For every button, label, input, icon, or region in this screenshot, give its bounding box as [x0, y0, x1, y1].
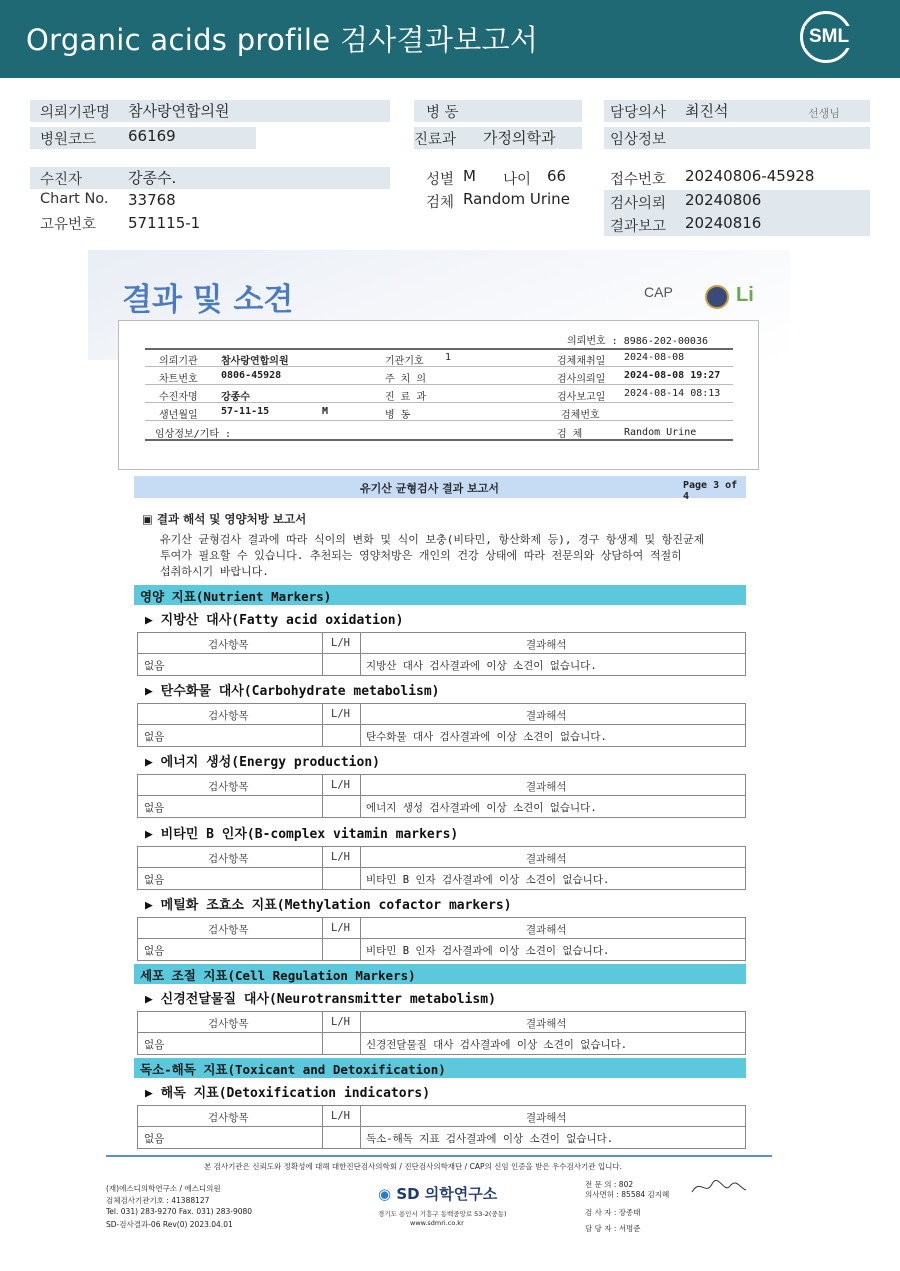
row-item: 없음 — [144, 874, 165, 886]
sex-value: M — [463, 167, 476, 185]
sd-brand-text: SD 의학연구소 — [396, 1185, 498, 1203]
rule — [145, 348, 733, 350]
row-text: 탄수화물 대사 검사결과에 이상 소견이 없습니다. — [366, 731, 607, 743]
row-item: 없음 — [144, 802, 165, 814]
rule — [145, 384, 733, 385]
subsection-title: ▶ 메틸화 조효소 지표(Methylation cofactor markers) — [145, 898, 512, 913]
col-interp: 결과해석 — [526, 781, 567, 793]
col-lh: L/H — [331, 779, 350, 791]
specimen-label: 검체 — [426, 195, 455, 211]
col-item: 검사항목 — [208, 924, 249, 936]
org-value: 참사랑연합의원 — [128, 102, 230, 120]
row-text: 지방산 대사 검사결과에 이상 소견이 없습니다. — [366, 660, 597, 672]
footer-rule — [106, 1155, 772, 1157]
row-item: 없음 — [144, 1133, 165, 1145]
col-line — [360, 1012, 361, 1054]
clinical-label: 임상정보 — [610, 132, 667, 148]
row-text: 독소-해독 지표 검사결과에 이상 소견이 없습니다. — [366, 1133, 614, 1145]
col-lh: L/H — [331, 637, 350, 649]
patient-info-box — [118, 320, 759, 470]
subsection-title: ▶ 에너지 생성(Energy production) — [145, 755, 380, 770]
col-line — [360, 633, 361, 675]
uid-value: 571115-1 — [128, 214, 201, 232]
col-line — [322, 847, 323, 889]
result-table — [137, 774, 746, 818]
report-title: Organic acids profile 검사결과보고서 — [26, 23, 539, 57]
doctor-value: 최진석 — [685, 102, 729, 120]
summary-line: 유기산 균형검사 결과에 따라 식이의 변화 및 식이 보충(비타민, 항산화제 등), 경구 항생제 및 항진균제 — [160, 533, 705, 546]
result-table — [137, 917, 746, 961]
cell: 1 — [445, 352, 452, 363]
col-item: 검사항목 — [208, 1018, 249, 1030]
cell: 검체채취일 — [557, 356, 606, 367]
col-line — [360, 918, 361, 960]
col-interp: 결과해석 — [526, 853, 567, 865]
uid-label: 고유번호 — [40, 217, 97, 233]
col-line — [322, 704, 323, 746]
cell: 참사랑연합의원 — [221, 356, 289, 367]
band-title: 유기산 균형검사 결과 보고서 — [360, 482, 499, 495]
subsection-title: ▶ 해독 지표(Detoxification indicators) — [145, 1086, 431, 1101]
result-table — [137, 632, 746, 676]
cell: 차트번호 — [159, 374, 198, 385]
section-title: 영양 지표(Nutrient Markers) — [140, 589, 332, 604]
col-line — [360, 775, 361, 817]
col-lh: L/H — [331, 1110, 350, 1122]
row-item: 없음 — [144, 1039, 165, 1051]
code-value: 66169 — [128, 127, 176, 145]
col-interp: 결과해석 — [526, 710, 567, 722]
address: 경기도 용인시 기흥구 동백중앙로 53-2(중동) — [378, 1210, 507, 1218]
col-interp: 결과해석 — [526, 924, 567, 936]
footer-line: (재)에스디의학연구소 / 에스디의원 — [106, 1184, 221, 1193]
sml-logo: SML — [805, 26, 853, 48]
cell: 검사보고일 — [557, 392, 606, 403]
cell: 주 치 의 — [385, 374, 427, 385]
report-heading: 결과 및 소견 — [122, 282, 294, 318]
col-line — [322, 633, 323, 675]
section-title: 독소-해독 지표(Toxicant and Detoxification) — [140, 1062, 446, 1077]
summary-line: 섭취하시기 바랍니다. — [160, 565, 269, 578]
sex-mark: M — [322, 406, 329, 417]
row-text: 신경전달물질 대사 검사결과에 이상 소견이 없습니다. — [366, 1039, 628, 1051]
dept-label: 진료과 — [414, 132, 457, 148]
rule — [145, 420, 733, 421]
website: www.sdmri.co.kr — [410, 1219, 464, 1227]
seal-icon — [705, 285, 729, 309]
ward-label: 병 동 — [426, 105, 459, 121]
row-item: 없음 — [144, 731, 165, 743]
row-text: 비타민 B 인자 검사결과에 이상 소견이 없습니다. — [366, 874, 610, 886]
cap-logo: CAP — [644, 284, 673, 300]
footer-line: SD-검사결과-06 Rev(0) 2023.04.01 — [106, 1220, 233, 1229]
chart-label: Chart No. — [40, 191, 109, 207]
cell: 57-11-15 — [221, 406, 270, 417]
section-header — [134, 585, 746, 605]
cell: 검체번호 — [561, 410, 600, 421]
code-label: 병원코드 — [40, 132, 97, 148]
sign-line: 담 당 자 : 서명준 — [585, 1224, 641, 1233]
receipt-label: 접수번호 — [610, 172, 667, 188]
lt-logo: Li — [736, 284, 754, 306]
cell: 2024-08-08 19:27 — [624, 370, 721, 381]
sd-logo-icon: ◉ — [378, 1185, 397, 1203]
age-label: 나이 — [503, 172, 532, 188]
result-table — [137, 1011, 746, 1055]
doctor-label: 담당의사 — [610, 105, 667, 121]
result-value: 20240816 — [685, 214, 762, 232]
cell: 2024-08-14 08:13 — [624, 388, 721, 399]
age-value: 66 — [547, 167, 567, 185]
req-value: 20240806 — [685, 191, 762, 209]
col-interp: 결과해석 — [526, 639, 567, 651]
col-item: 검사항목 — [208, 639, 249, 651]
cell: 의뢰기관 — [159, 356, 198, 367]
result-table — [137, 703, 746, 747]
sign-line: 전 문 의 : 802 — [585, 1180, 634, 1189]
cell: 병 동 — [385, 410, 411, 421]
sign-line: 검 사 자 : 장종태 — [585, 1208, 641, 1217]
summary-title: ▣ 결과 해석 및 영양처방 보고서 — [142, 512, 307, 526]
rule — [145, 439, 733, 441]
col-item: 검사항목 — [208, 710, 249, 722]
page-indicator: Page 3 of 4 — [683, 480, 738, 502]
col-item: 검사항목 — [208, 1112, 249, 1124]
chart-value: 33768 — [128, 191, 176, 209]
row-item: 없음 — [144, 660, 165, 672]
specimen-value: Random Urine — [624, 427, 697, 438]
col-line — [360, 1106, 361, 1148]
footer-line: Tel. 031) 283-9270 Fax. 031) 283-9080 — [106, 1207, 253, 1216]
col-line — [322, 918, 323, 960]
col-interp: 결과해석 — [526, 1112, 567, 1124]
cell: 강종수 — [221, 392, 250, 403]
col-item: 검사항목 — [208, 781, 249, 793]
row-text: 비타민 B 인자 검사결과에 이상 소견이 없습니다. — [366, 945, 610, 957]
cell: 0806-45928 — [221, 370, 282, 381]
sex-label: 성별 — [426, 172, 455, 188]
result-table — [137, 1105, 746, 1149]
subsection-title: ▶ 비타민 B 인자(B-complex vitamin markers) — [145, 827, 459, 842]
col-line — [322, 1106, 323, 1148]
col-line — [322, 775, 323, 817]
row-text: 에너지 생성 검사결과에 이상 소견이 없습니다. — [366, 802, 597, 814]
section-title: 세포 조절 지표(Cell Regulation Markers) — [140, 968, 416, 983]
patient-label: 수진자 — [40, 172, 83, 188]
col-line — [360, 704, 361, 746]
cell: 진 료 과 — [385, 392, 427, 403]
subsection-title: ▶ 탄수화물 대사(Carbohydrate metabolism) — [145, 684, 440, 699]
summary-line: 투여가 필요할 수 있습니다. 추천되는 영양처방은 개인의 건강 상태에 따라 전문의와 상담하여 적절히 — [160, 549, 682, 562]
doctor-suffix: 선생님 — [808, 107, 840, 120]
patient-value: 강종수. — [128, 169, 177, 187]
clinical-other: 임상정보/기타 : — [155, 429, 232, 440]
cell: 2024-08-08 — [624, 352, 685, 363]
col-interp: 결과해석 — [526, 1018, 567, 1030]
result-table — [137, 846, 746, 890]
result-label: 결과보고 — [610, 219, 667, 235]
report-band — [134, 476, 746, 502]
col-item: 검사항목 — [208, 853, 249, 865]
row-item: 없음 — [144, 945, 165, 957]
subsection-title: ▶ 지방산 대사(Fatty acid oxidation) — [145, 613, 404, 628]
col-lh: L/H — [331, 1016, 350, 1028]
org-label: 의뢰기관명 — [40, 105, 111, 121]
specimen-value: Random Urine — [463, 190, 570, 208]
section-header — [134, 964, 746, 984]
cell: 기관기호 — [385, 356, 424, 367]
request-number: 의뢰번호 : 8986-202-00036 — [567, 336, 708, 347]
col-line — [322, 1012, 323, 1054]
signature-icon — [690, 1174, 748, 1200]
patient-box — [30, 167, 390, 189]
section-header — [134, 1058, 746, 1078]
subsection-title: ▶ 신경전달물질 대사(Neurotransmitter metabolism) — [145, 992, 496, 1007]
sign-line: 의사면허 : 85584 김지혜 — [585, 1190, 670, 1199]
specimen-label: 검 체 — [557, 429, 583, 440]
col-lh: L/H — [331, 922, 350, 934]
col-lh: L/H — [331, 708, 350, 720]
receipt-value: 20240806-45928 — [685, 167, 815, 185]
cell: 생년월일 — [159, 410, 198, 421]
header-bar — [0, 0, 900, 78]
cert-text: 본 검사기관은 신뢰도와 정확성에 대해 대한진단검사의학회 / 진단검사의학재단 / CAP의 신임 인증을 받은 우수검사기관 입니다. — [204, 1162, 622, 1171]
sd-brand — [378, 1183, 497, 1204]
scanned-report — [88, 250, 790, 1250]
req-label: 검사의뢰 — [610, 196, 667, 212]
col-line — [360, 847, 361, 889]
footer-line: 검체검사기관기호 : 41388127 — [106, 1196, 210, 1205]
dept-value: 가정의학과 — [483, 129, 556, 147]
col-lh: L/H — [331, 851, 350, 863]
cell: 검사의뢰일 — [557, 374, 606, 385]
cell: 수진자명 — [159, 392, 198, 403]
